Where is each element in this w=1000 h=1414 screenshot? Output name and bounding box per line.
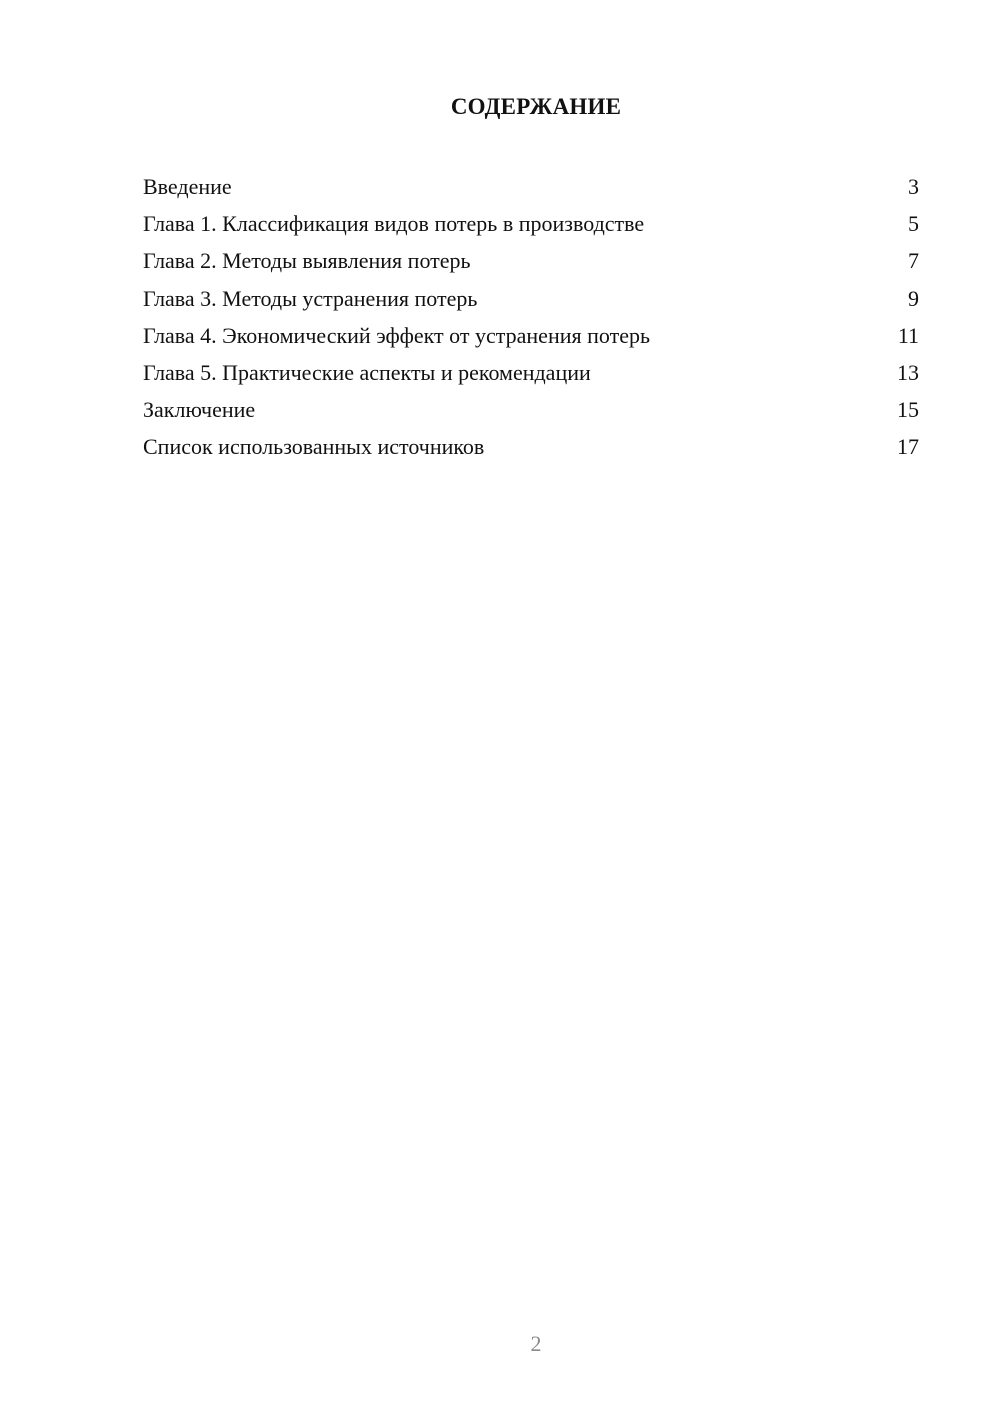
toc-entry-page: 7 — [908, 248, 919, 274]
toc-entry — [143, 354, 919, 391]
toc-entry — [143, 168, 919, 205]
toc-entry-label: Глава 3. Методы устранения потерь — [143, 285, 478, 311]
toc-entry-page: 17 — [897, 434, 919, 460]
toc-entry-label: Введение — [143, 174, 232, 199]
toc-entry-page: 13 — [897, 359, 919, 385]
page-number: 2 — [530, 1331, 542, 1356]
toc-entry-page: 3 — [908, 174, 919, 199]
toc-entry — [143, 205, 919, 242]
toc-entry — [143, 280, 919, 317]
toc-entry-label: Глава 4. Экономический эффект от устранения потерь — [143, 322, 650, 348]
table-of-contents — [143, 168, 919, 466]
toc-entry-label: Глава 2. Методы выявления потерь — [143, 248, 471, 274]
toc-entry — [143, 242, 919, 279]
toc-entry-label: Список использованных источников — [143, 434, 485, 460]
toc-entry-page: 11 — [897, 322, 919, 348]
toc-entry-label: Заключение — [143, 397, 256, 423]
toc-entry — [143, 317, 919, 354]
page-title: СОДЕРЖАНИЕ — [450, 94, 622, 119]
toc-entry-page: 9 — [908, 285, 919, 311]
toc-entry-page: 5 — [908, 211, 919, 237]
toc-entry-label: Глава 1. Классификация видов потерь в производстве — [143, 211, 645, 237]
toc-entry-page: 15 — [897, 397, 919, 423]
toc-entry — [143, 428, 919, 465]
toc-entry-label: Глава 5. Практические аспекты и рекомендации — [143, 359, 591, 385]
toc-entry — [143, 391, 919, 428]
